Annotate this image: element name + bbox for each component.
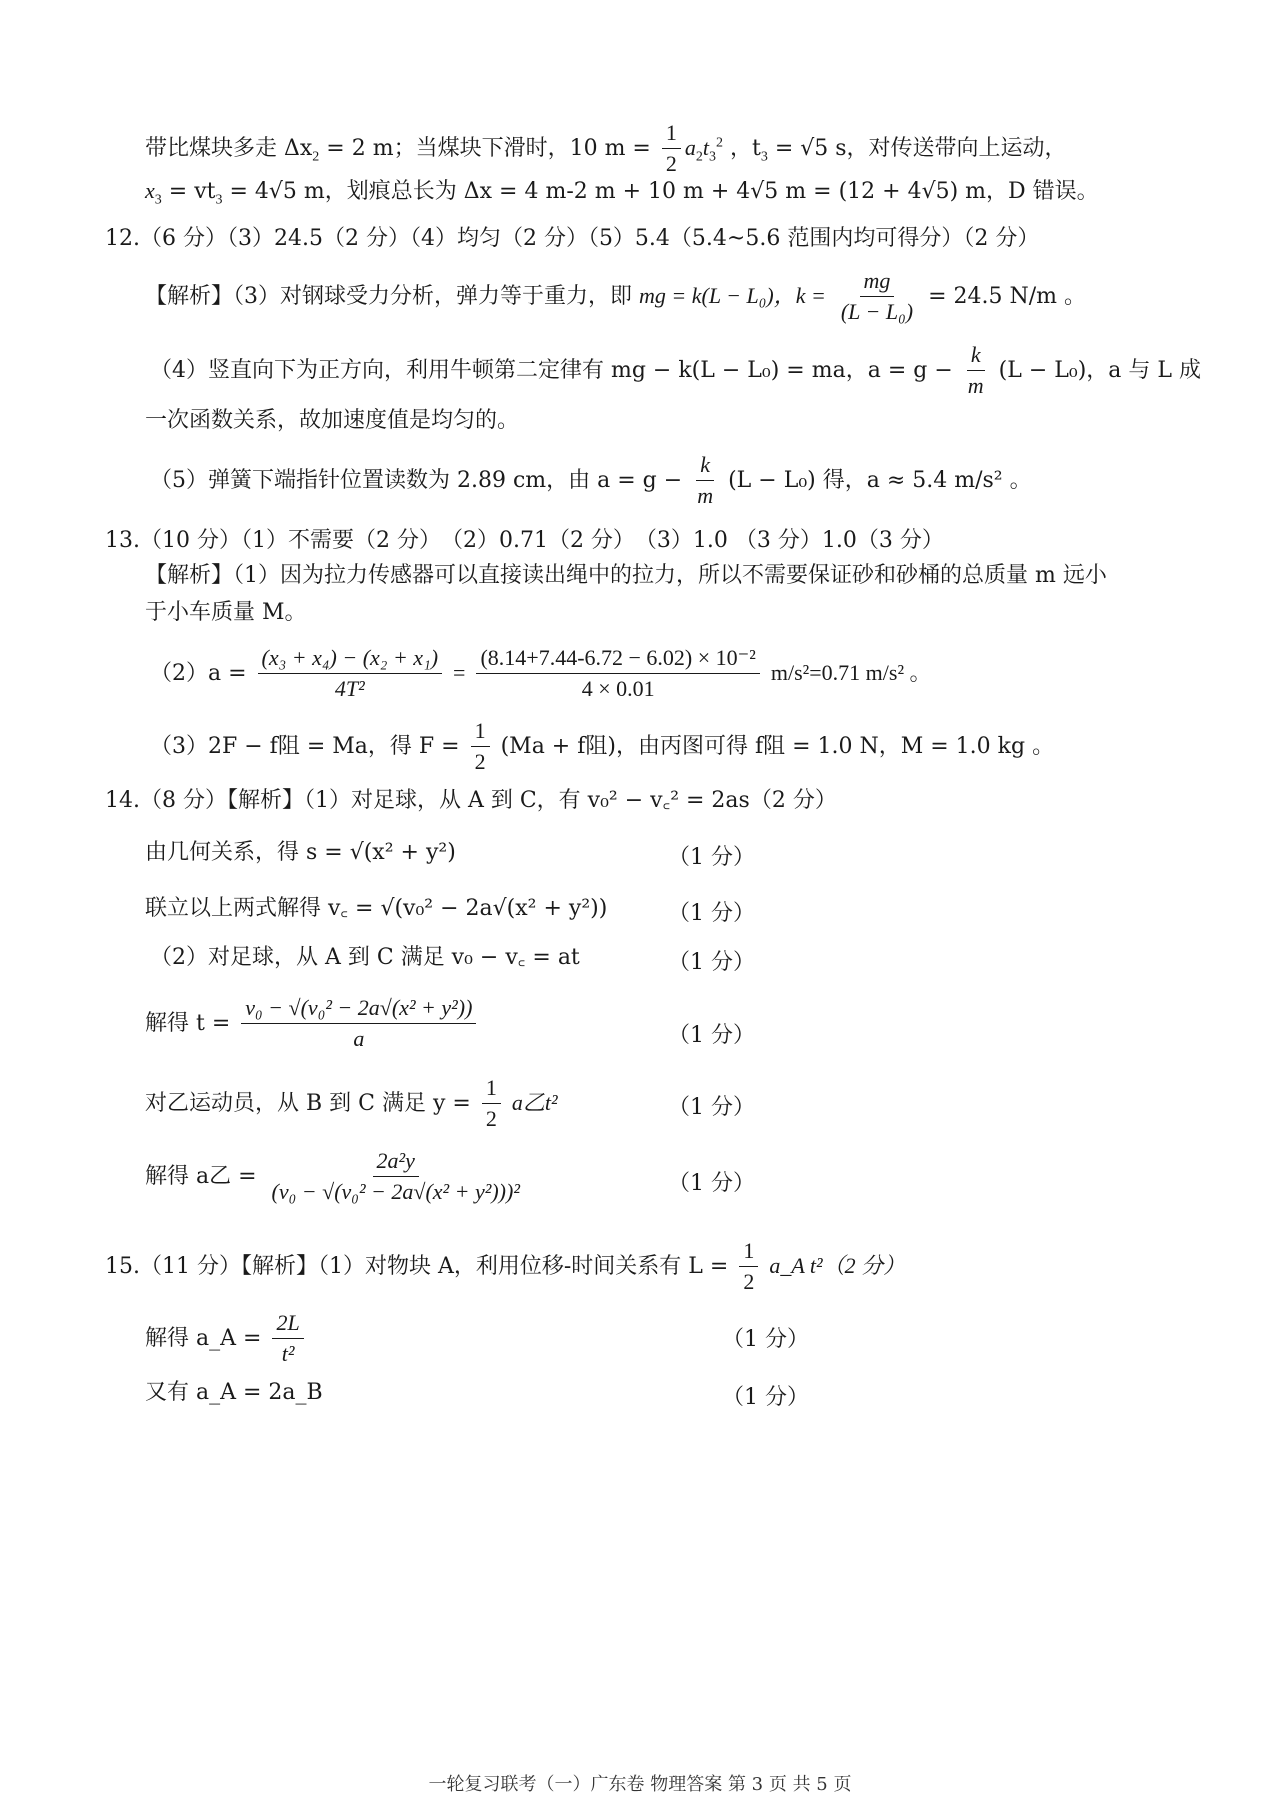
score-label: （1 分） [668,1095,755,1120]
q14-step-6: 解得 a乙 = $\frac{\text{2a²y}}{\text{(v₀ − √(v₀² − 2a√(x² + y²)))²}}$ [145,1148,528,1206]
text-line-2: $x_3 = vt_3 = 4√5$ m，划痕总长为 Δx = 4 m-2 m + 10 m + 4√5 m = (12 + 4√5) m，D 错误。 [145,178,1099,208]
q12-analysis-3: 一次函数关系，故加速度值是均匀的。 [145,408,520,433]
fraction: $\frac{1}{2}$ [482,1075,501,1133]
q13-analysis-1b: 于小车质量 M。 [145,600,307,625]
fraction: $\frac{\text{2a²y}}{\text{(v₀ − √(v₀² − 2a√(x² + y²)))²}}$ [271,1148,520,1205]
score-label: （1 分） [668,845,755,870]
q14-step-5: 对乙运动员，从 B 到 C 满足 y = $\frac{1}{2}$ a乙t² [145,1075,558,1132]
question-14-answer: 14.（8 分）【解析】（1）对足球，从 A 到 C，有 v₀² − v꜀² = 2as（2 分） [105,788,837,813]
question-12-answer: 12.（6 分）（3）24.5（2 分）（4）均匀（2 分）（5）5.4（5.4~5.6 范围内均可得分）（2 分） [105,226,1040,251]
fraction: $\frac{1}{2}$ [471,718,490,776]
q12-analysis-4: （5）弹簧下端指针位置读数为 2.89 cm，由 a = g − $\frac{k}{m}$ (L − L₀) 得，a ≈ 5.4 m/s² 。 [150,452,1032,509]
score-label: （1 分） [668,950,755,975]
q15-step-2: 又有 a_A = 2a_B [145,1380,323,1405]
fraction: $\frac{k}{m}$ [967,342,984,399]
score-label: （1 分） [668,1171,755,1196]
q14-step-3: （2）对足球，从 A 到 C 满足 v₀ − v꜀ = at [150,945,580,970]
question-13-answer: 13.（10 分）（1）不需要（2 分） （2）0.71（2 分） （3）1.0 （3 分）1.0（3 分） [105,528,944,553]
fraction: $\frac{\text{v₀ − √(v₀² − 2a√(x² + y²))}}{a}$ [241,995,476,1053]
q14-step-2: 联立以上两式解得 v꜀ = √(v₀² − 2a√(x² + y²)) [145,896,608,921]
text-line-1: 带比煤块多走 $\Delta x_2 = 2$ m；当煤块下滑时，10 m = $\frac{1}{2}$ $a_2t_3^2$ ，$t_3 = √5$ s，对传送带向上运动， [145,120,1067,177]
q12-analysis-2: （4）竖直向下为正方向，利用牛顿第二定律有 mg − k(L − L₀) = ma，a = g − $\frac{k}{m}$ (L − L₀)，a 与 L 成 [150,342,1201,399]
fraction: $\frac{mg}{\text{(L − L₀)}}$ [840,268,914,325]
fraction: $\frac{1}{2}$ [739,1238,758,1296]
q12-analysis-1: 【解析】（3）对钢球受力分析，弹力等于重力，即 mg = k(L − L₀)，k = $\frac{mg}{\text{(L − L₀)}}$ = 24.5 N/m 。 [145,268,1086,325]
score-label: （1 分） [722,1327,809,1352]
question-15-answer: 15.（11 分）【解析】（1）对物块 A，利用位移-时间关系有 L = $\frac{1}{2}$ a_A t²（2 分） [105,1238,906,1295]
q13-analysis-3: （3）2F − f阻 = Ma，得 F = $\frac{1}{2}$ (Ma + f阻)，由丙图可得 f阻 = 1.0 N，M = 1.0 kg 。 [150,718,1055,775]
fraction: $\frac{k}{m}$ [697,452,714,509]
q14-step-4: 解得 t = $\frac{\text{v₀ − √(v₀² − 2a√(x² + y²))}}{a}$ [145,995,480,1053]
page-footer: 一轮复习联考（一）广东卷 物理答案 第 3 页 共 5 页 [428,1774,852,1795]
score-label: （1 分） [668,901,755,926]
score-label: （1 分） [722,1385,809,1410]
q15-step-1: 解得 a_A = $\frac{2L}{\text{t²}}$ [145,1310,308,1368]
fraction: $\frac{\text{(x₃ + x₄) − (x₂ + x₁)}}{\text{4T²}}$ [258,645,443,703]
fraction: $\frac{\text{(8.14+7.44-6.72 − 6.02) × 10⁻²}}{4 \times 0.01}$ [476,645,759,703]
fraction: $\frac{2L}{\text{t²}}$ [272,1310,303,1368]
q13-analysis-2: （2）a = $\frac{\text{(x₃ + x₄) − (x₂ + x₁)}}{\text{4T²}}$ = $\frac{\text{(8.14+7.44-6.72 − 6.02) × 10⁻²}}{4 \times 0.01}$ m/s²=0.71 m/s² 。 [150,645,932,702]
score-label: （1 分） [668,1023,755,1048]
fraction: $\frac{1}{2}$ [662,120,681,178]
q14-step-1: 由几何关系，得 s = √(x² + y²) [145,840,456,865]
q13-analysis-1: 【解析】（1）因为拉力传感器可以直接读出绳中的拉力，所以不需要保证砂和砂桶的总质量 m 远小 [145,563,1107,588]
